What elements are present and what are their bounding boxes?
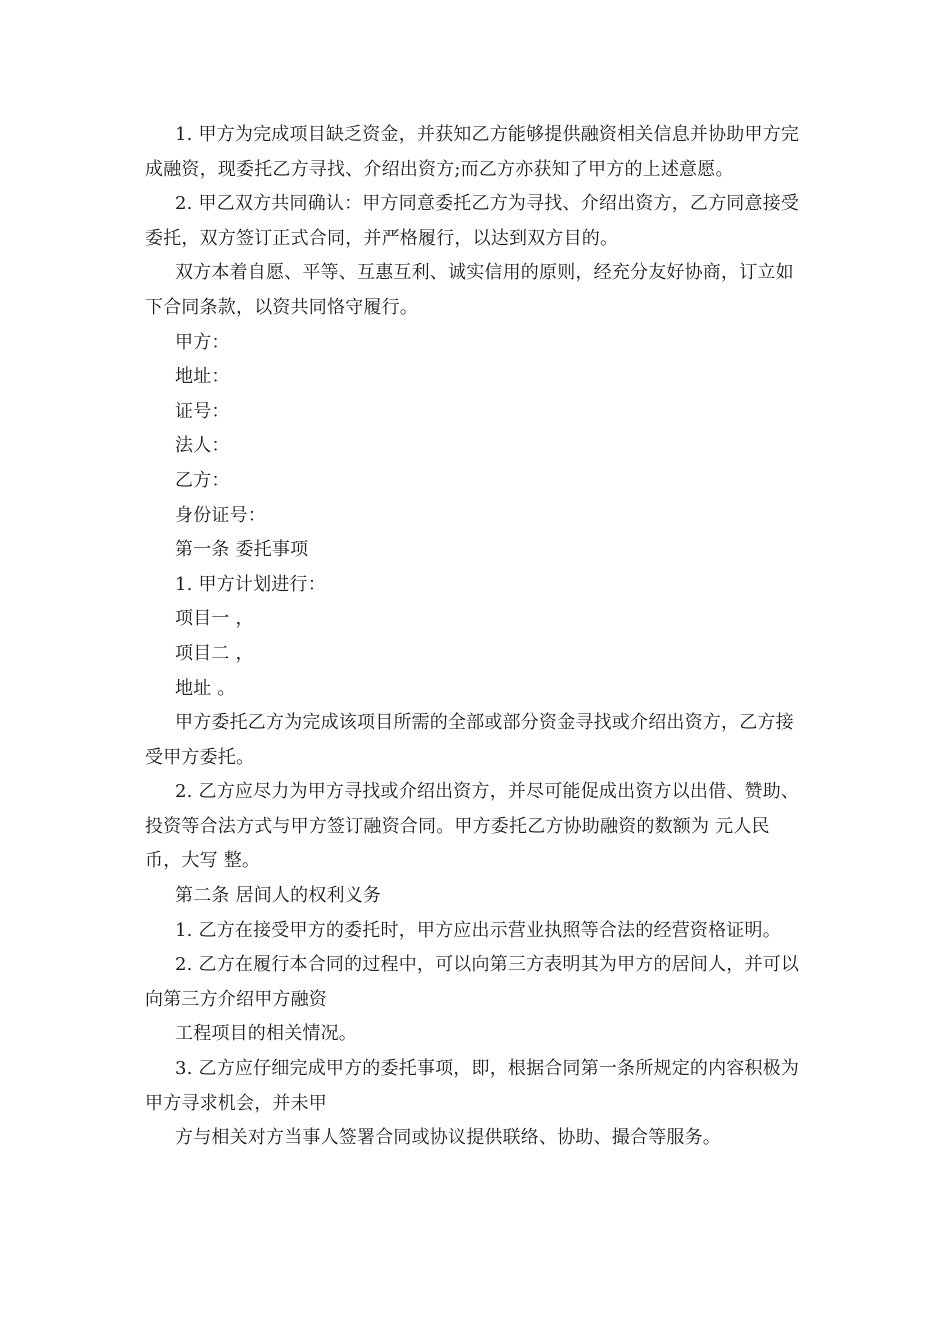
paragraph-delegation: 甲方委托乙方为完成该项目所需的全部或部分资金寻找或介绍出资方，乙方接受甲方委托。 — [145, 712, 794, 768]
article-2-item-2: 2. 乙方在履行本合同的过程中，可以向第三方表明其为甲方的居间人，并可以向第三方介绍甲方融资 — [145, 954, 800, 1010]
article-1-heading: 第一条 委托事项 — [175, 539, 309, 561]
article-2-item-3: 3. 乙方应仔细完成甲方的委托事项，即，根据合同第一条所规定的内容积极为甲方寻求机会，并未甲 — [145, 1058, 800, 1114]
article-2-heading: 第二条 居间人的权利义务 — [175, 885, 382, 907]
paragraph-3: 双方本着自愿、平等、互惠互利、诚实信用的原则，经充分友好协商，订立如下合同条款，以资共同恪守履行。 — [145, 262, 794, 318]
id-number-field: 身份证号： — [175, 504, 266, 526]
party-a-field: 甲方： — [175, 331, 230, 353]
certificate-number-field: 证号： — [175, 400, 230, 422]
project-1-line: 项目一 ， — [175, 608, 254, 630]
address-field: 地址： — [175, 366, 230, 388]
paragraph-1: 1. 甲方为完成项目缺乏资金，并获知乙方能够提供融资相关信息并协助甲方完成融资，现委托乙方寻找、介绍出资方;而乙方亦获知了甲方的上述意愿。 — [145, 124, 800, 180]
article-1-item-2: 2. 乙方应尽力为甲方寻找或介绍出资方，并尽可能促成出资方以出借、赞助、投资等合法方式与甲方签订融资合同。甲方委托乙方协助融资的数额为 元人民币，大写 整。 — [145, 781, 800, 872]
article-2-item-3-continued: 方与相关对方当事人签署合同或协议提供联络、协助、撮合等服务。 — [175, 1127, 721, 1149]
article-2-item-1: 1. 乙方在接受甲方的委托时，甲方应出示营业执照等合法的经营资格证明。 — [175, 919, 781, 941]
party-b-field: 乙方： — [175, 469, 230, 491]
project-2-line: 项目二 ， — [175, 642, 254, 664]
article-1-item-1: 1. 甲方计划进行： — [175, 573, 326, 595]
project-address-line: 地址 。 — [175, 677, 236, 699]
article-2-item-2-continued: 工程项目的相关情况。 — [175, 1023, 357, 1045]
paragraph-2: 2. 甲乙双方共同确认：甲方同意委托乙方为寻找、介绍出资方，乙方同意接受委托，双方签订正式合同，并严格履行，以达到双方目的。 — [145, 193, 800, 249]
legal-person-field: 法人： — [175, 435, 230, 457]
document-body — [145, 118, 805, 1156]
